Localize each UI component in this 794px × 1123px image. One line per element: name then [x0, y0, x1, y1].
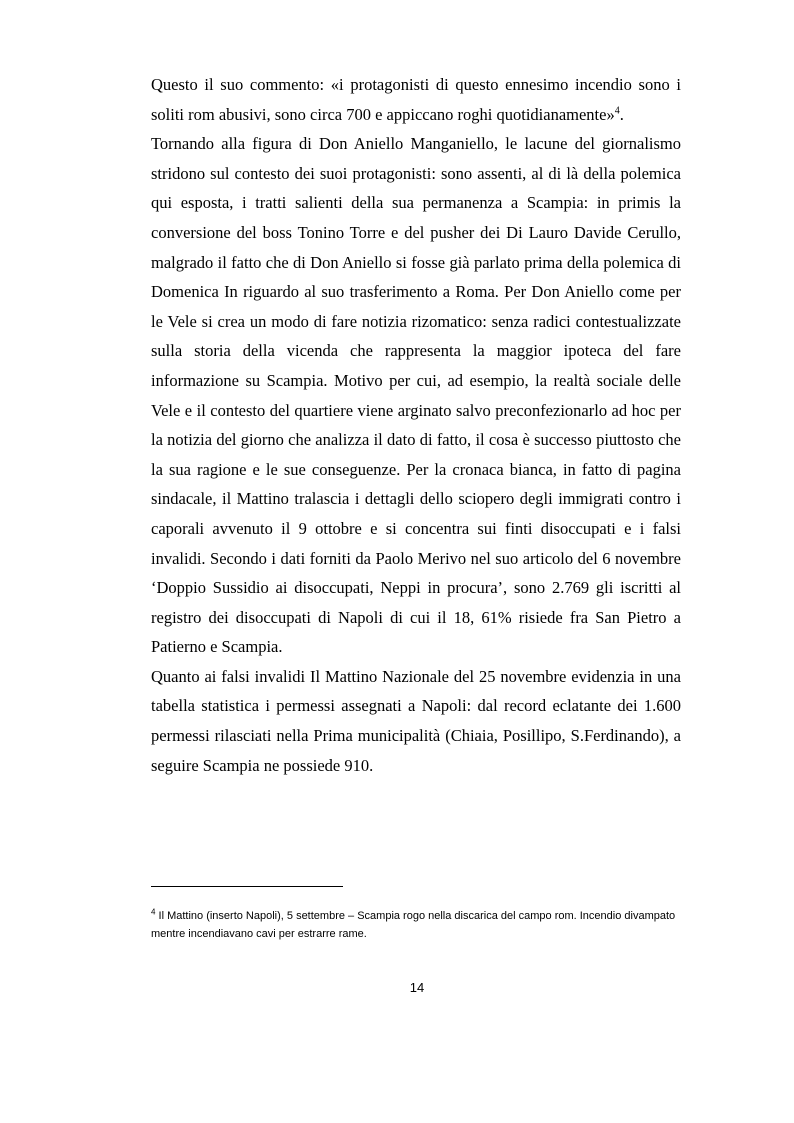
- footnote-number: 4: [151, 907, 156, 917]
- footnote-separator: [151, 886, 343, 887]
- page-number: 14: [409, 980, 425, 995]
- body-text: [151, 70, 681, 780]
- footnote: [151, 907, 681, 943]
- paragraph-don-aniello: Tornando alla figura di Don Aniello Manganiello, le lacune del giornalismo stridono sul contesto dei suoi protagonisti: sono assenti, al di là della polemica qui esposta, i tratti salienti della sua permanenza a Scampia: in primis la conversione del boss Tonino Torre e del pusher dei Di Lauro Davide Cerullo, malgrado il fatto che di Don Aniello si fosse già parlato prima della polemica di Domenica In riguardo al suo trasferimento a Roma. Per Don Aniello come per le Vele si crea un modo di fare notizia rizomatico: senza radici contestualizzate sulla storia della vicenda che rappresenta la maggior ipoteca del fare informazione su Scampia. Motivo per cui, ad esempio, la realtà sociale delle Vele e il contesto del quartiere viene arginato salvo preconfezionarlo ad hoc per la notizia del giorno che analizza il dato di fatto, il cosa è successo piuttosto che la sua ragione e le sue conseguenze. Per la cronaca bianca, in fatto di pagina sindacale, il Mattino tralascia i dettagli dello sciopero degli immigrati contro i caporali avvenuto il 9 ottobre e si concentra sui finti disoccupati e i falsi invalidi. Secondo i dati forniti da Paolo Merivo nel suo articolo del 6 novembre ‘Doppio Sussidio ai disoccupati, Neppi in procura’, sono 2.769 gli iscritti al registro dei disoccupati di Napoli di cui il 18, 61% risiede fra San Pietro a Patierno e Scampia.: [151, 134, 681, 657]
- paragraph-text: Questo il suo commento: «i protagonisti di questo ennesimo incendio sono i soliti rom abusivi, sono circa 700 e appiccano roghi quotidianamente»: [151, 75, 681, 124]
- footnote-reference[interactable]: 4: [614, 105, 620, 117]
- paragraph-text-end: .: [619, 104, 624, 124]
- footnote-text: Il Mattino (inserto Napoli), 5 settembre – Scampia rogo nella discarica del campo rom. Incendio divampato mentre incendiavano cavi per estrarre rame.: [151, 910, 676, 940]
- paragraph-quote: [151, 70, 681, 129]
- paragraph-falsi-invalidi: Quanto ai falsi invalidi Il Mattino Nazionale del 25 novembre evidenzia in una tabella statistica i permessi assegnati a Napoli: dal record eclatante dei 1.600 permessi rilasciati nella Prima municipalità (Chiaia, Posillipo, S.Ferdinando), a seguire Scampia ne possiede 910.: [151, 666, 681, 775]
